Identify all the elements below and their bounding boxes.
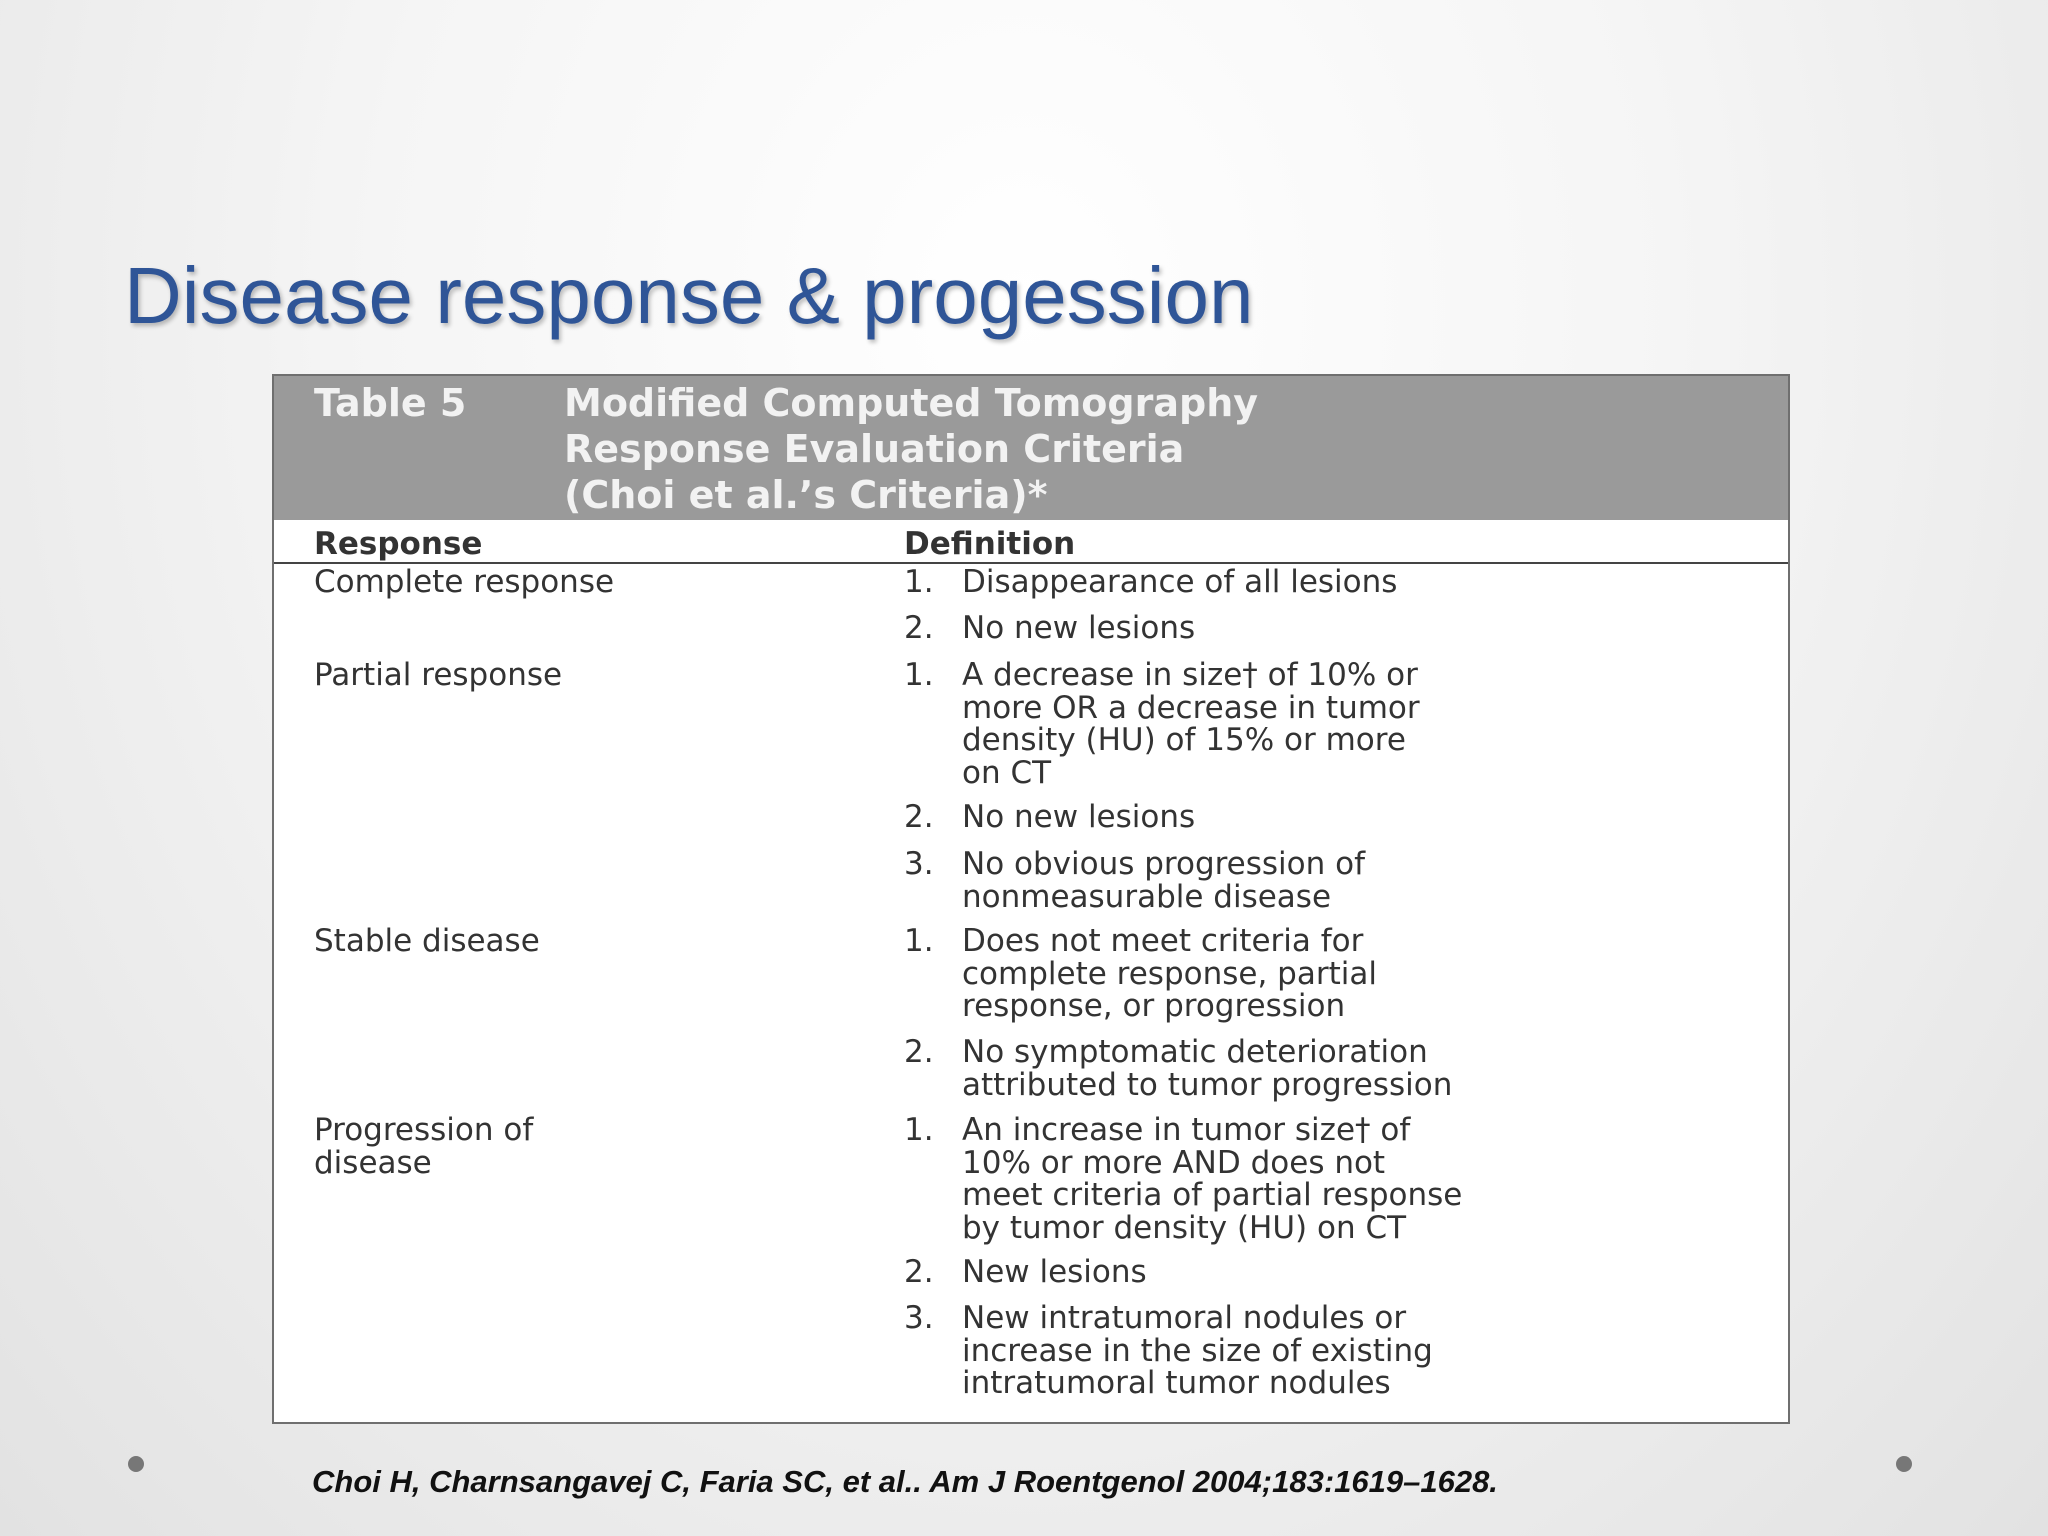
criterion-text: A decrease in size† of 10% or more OR a decrease in tumor density (HU) of 15% or more on CT [962, 657, 1420, 791]
criterion-text: Does not meet criteria for complete response, partial response, or progression [962, 923, 1377, 1024]
table-title-line: (Choi et al.’s Criteria)* [564, 473, 1048, 517]
criterion-number: 2. [904, 1254, 934, 1290]
criterion-text: No new lesions [962, 610, 1196, 646]
criterion-number: 1. [904, 657, 934, 693]
table-number: Table 5 [314, 381, 467, 425]
criteria-table [272, 374, 1790, 1424]
criterion-number: 2. [904, 1034, 934, 1070]
criterion-text: No obvious progression of nonmeasurable disease [962, 846, 1366, 915]
criterion-number: 1. [904, 923, 934, 959]
bullet-dot-icon [1896, 1456, 1912, 1472]
criterion-number: 1. [904, 564, 934, 600]
response-label: Progression of disease [314, 1112, 534, 1181]
criterion-number: 3. [904, 1300, 934, 1336]
criterion-text: No new lesions [962, 799, 1196, 835]
slide-title: Disease response & progession [124, 251, 1254, 340]
table-header [274, 376, 1788, 520]
column-header-definition: Definition [904, 526, 1076, 562]
citation: Choi H, Charnsangavej C, Faria SC, et al.. Am J Roentgenol 2004;183:1619–1628. [312, 1464, 1498, 1499]
criterion-text: New lesions [962, 1254, 1147, 1290]
table-title-line: Response Evaluation Criteria [564, 427, 1185, 471]
bullet-dot-icon [128, 1456, 144, 1472]
criterion-number: 2. [904, 799, 934, 835]
criterion-number: 2. [904, 610, 934, 646]
response-label: Complete response [314, 564, 615, 600]
table-title [564, 380, 1258, 518]
response-label: Stable disease [314, 923, 540, 959]
response-label: Partial response [314, 657, 563, 693]
criterion-number: 1. [904, 1112, 934, 1148]
criterion-text: New intratumoral nodules or increase in the size of existing intratumoral tumor nodules [962, 1300, 1433, 1401]
column-header-response: Response [314, 526, 483, 562]
criterion-text: No symptomatic deterioration attributed to tumor progression [962, 1034, 1453, 1103]
criterion-text: An increase in tumor size† of 10% or more AND does not meet criteria of partial response by tumor density (HU) on CT [962, 1112, 1463, 1246]
criterion-text: Disappearance of all lesions [962, 564, 1398, 600]
criterion-number: 3. [904, 846, 934, 882]
table-title-line: Modified Computed Tomography [564, 381, 1259, 425]
